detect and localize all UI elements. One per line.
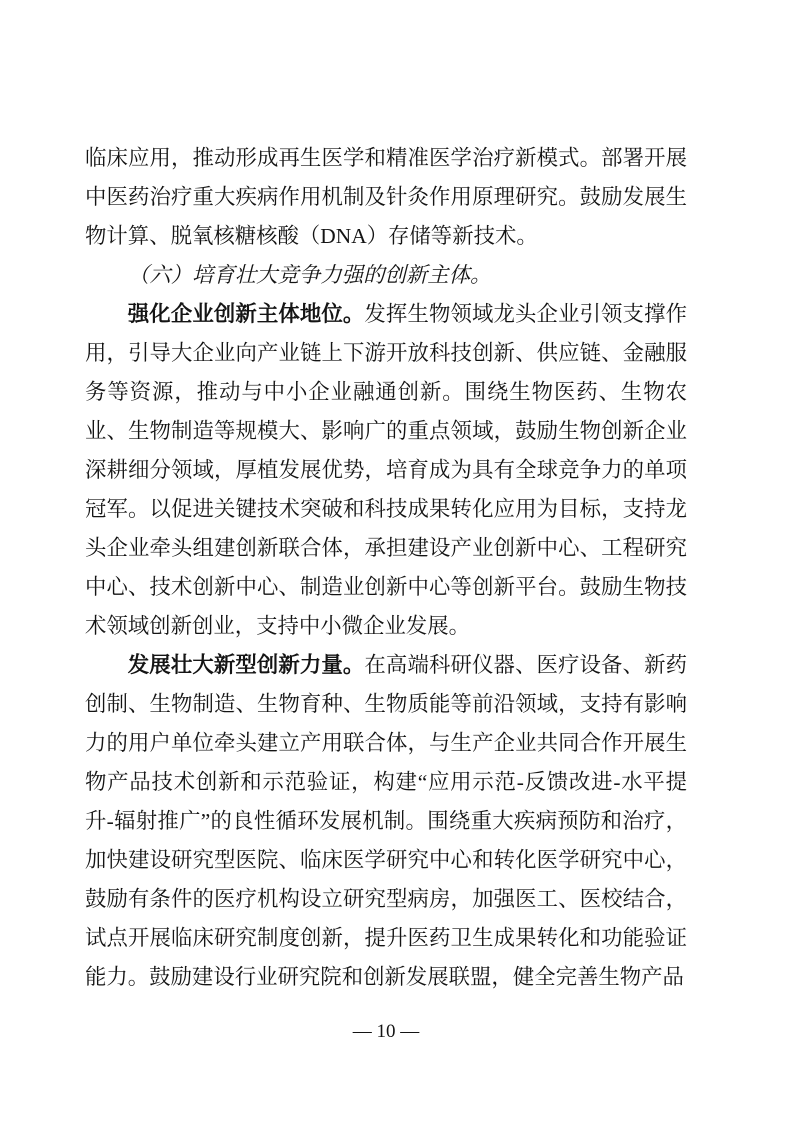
- section-heading-text: （六）培育壮大竞争力强的创新主体。: [127, 263, 492, 287]
- paragraph: [85, 295, 687, 646]
- paragraph-lead: 强化企业创新主体地位。: [127, 302, 365, 326]
- page-number: — 10 —: [352, 1021, 420, 1042]
- paragraph: [85, 646, 687, 997]
- paragraph-continuation: [85, 139, 687, 256]
- document-body: [85, 139, 687, 997]
- section-heading: [85, 256, 687, 295]
- paragraph-text: 在高端科研仪器、医疗设备、新药创制、生物制造、生物育种、生物质能等前沿领域，支持有影响力的用户单位牵头建立产用联合体，与生产企业共同合作开展生物产品技术创新和示范验证，构建“应用示范-反馈改进-水平提升-辐射推广”的良性循环发展机制。围绕重大疾病预防和治疗，加快建设研究型医院、临床医学研究中心和转化医学研究中心，鼓励有条件的医疗机构设立研究型病房，加强医工、医校结合，试点开展临床研究制度创新，提升医药卫生成果转化和功能验证能力。鼓励建设行业研究院和创新发展联盟，健全完善生物产品: [85, 653, 687, 989]
- paragraph-text: 临床应用，推动形成再生医学和精准医学治疗新模式。部署开展中医药治疗重大疾病作用机制及针灸作用原理研究。鼓励发展生物计算、脱氧核糖核酸（DNA）存储等新技术。: [85, 146, 687, 248]
- paragraph-text: 发挥生物领域龙头企业引领支撑作用，引导大企业向产业链上下游开放科技创新、供应链、金融服务等资源，推动与中小企业融通创新。围绕生物医药、生物农业、生物制造等规模大、影响广的重点领域，鼓励生物创新企业深耕细分领域，厚植发展优势，培育成为具有全球竞争力的单项冠军。以促进关键技术突破和科技成果转化应用为目标，支持龙头企业牵头组建创新联合体，承担建设产业创新中心、工程研究中心、技术创新中心、制造业创新中心等创新平台。鼓励生物技术领域创新创业，支持中小微企业发展。: [85, 302, 687, 638]
- paragraph-lead: 发展壮大新型创新力量。: [127, 653, 365, 677]
